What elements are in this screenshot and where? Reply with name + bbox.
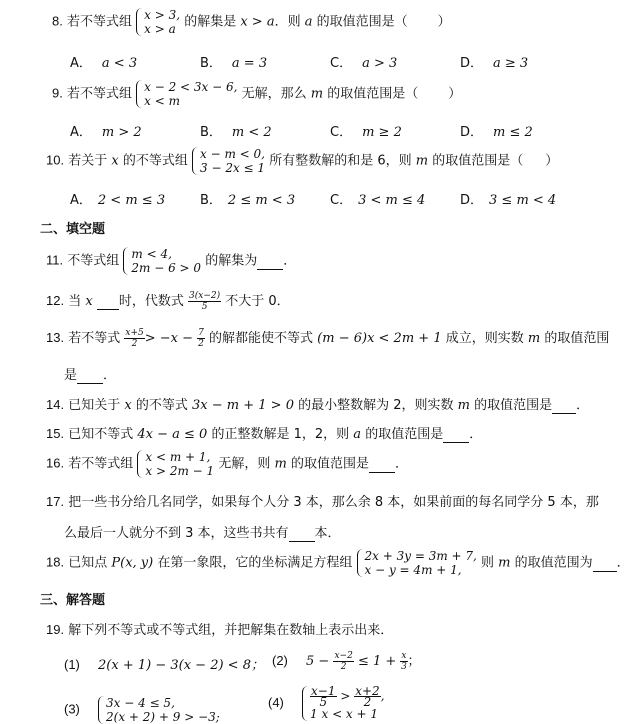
- math-expression: P(x, y): [111, 555, 154, 571]
- inequality-system: [136, 8, 180, 36]
- fraction: $\frac{x-2}{2}$: [334, 651, 353, 672]
- question-number: 16.: [46, 455, 65, 471]
- question-number: 8.: [52, 13, 63, 29]
- answer-blank[interactable]: [593, 556, 617, 572]
- fraction: $\frac{x-1}{5}$: [311, 684, 336, 709]
- system-row: x − y = 4m + 1,: [364, 563, 462, 577]
- question-text: 成立，则实数: [445, 331, 524, 346]
- inequality-system: [123, 247, 201, 275]
- system-row: x > a: [144, 22, 176, 36]
- question-text: 的解都能使不等式: [209, 331, 314, 346]
- inequality-system: [302, 686, 384, 721]
- question-text: 则: [481, 555, 495, 571]
- option-d[interactable]: D． m ≤ 2: [460, 125, 533, 140]
- answer-blank[interactable]: [443, 427, 469, 443]
- question-13: [46, 327, 609, 349]
- question-text: 在第一象限，它的坐标满足方程组: [157, 555, 353, 571]
- question-text: 的最小整数解为 2，则实数: [298, 398, 454, 413]
- question-16: [46, 450, 408, 478]
- math-variable: x: [111, 153, 119, 169]
- math-variable: m: [310, 86, 324, 102]
- system-row: 2m − 6 > 0: [131, 261, 202, 275]
- question-19: [46, 619, 393, 638]
- question-number: 18.: [46, 554, 65, 570]
- question-text: 么最后一人就分不到 3 本，这些书共有: [64, 526, 289, 541]
- fraction: $\frac{x+2}{2}$: [355, 684, 380, 709]
- punctuation: ．: [103, 368, 117, 383]
- question-text: 的取值范围是（: [432, 153, 524, 169]
- question-text: ．则: [274, 14, 301, 30]
- option-a[interactable]: A． m > 2: [70, 125, 142, 140]
- system-row: x < m + 1,: [145, 450, 211, 464]
- math-variable: m: [415, 153, 429, 169]
- punctuation: ．: [283, 253, 297, 269]
- answer-blank[interactable]: [97, 294, 119, 310]
- inequality-system: [136, 80, 237, 108]
- question-13-line-2: [64, 364, 116, 384]
- question-number: 11.: [46, 252, 64, 268]
- fraction: $\frac{3(x-2)}{5}$: [189, 291, 221, 312]
- question-text: 的取值范围是（: [316, 14, 408, 30]
- system-row: 2(x + 2) + 9 > −3;: [106, 710, 220, 724]
- fraction: $\frac{7}{2}$: [198, 328, 204, 349]
- question-8: [52, 8, 451, 36]
- question-text: 的取值范围是: [474, 398, 553, 413]
- option-c[interactable]: C． 3 < m ≤ 4: [330, 193, 426, 208]
- question-text: 时，代数式: [118, 294, 184, 309]
- question-text: 当: [68, 294, 82, 309]
- sub-question-1: [64, 654, 264, 673]
- question-text: 的正整数解是 1，2，则: [211, 427, 350, 442]
- option-b[interactable]: B． m < 2: [200, 125, 272, 140]
- math-variable: m: [274, 456, 287, 472]
- answer-paren: ）: [545, 153, 559, 169]
- math-variable: x: [85, 294, 93, 309]
- question-text: 的解集是: [184, 14, 237, 30]
- question-17-line-2: [64, 522, 341, 542]
- answer-paren: ）: [448, 86, 462, 102]
- system-row: x > 3,: [144, 8, 181, 22]
- sub-label: (1): [64, 657, 80, 672]
- question-text: 的取值范围: [544, 331, 610, 346]
- question-text: 本．: [314, 526, 341, 541]
- answer-blank[interactable]: [257, 254, 283, 270]
- question-number: 17.: [46, 494, 65, 509]
- math-expression: ≤ 1 +: [357, 654, 397, 669]
- question-17: [46, 491, 599, 510]
- punctuation: ；: [407, 654, 421, 669]
- question-number: 10.: [46, 152, 65, 168]
- question-15: [46, 423, 482, 443]
- system-row: 3 − 2x ≤ 1: [200, 161, 266, 175]
- answer-blank[interactable]: [289, 526, 315, 542]
- option-b[interactable]: B． a = 3: [200, 56, 268, 71]
- fraction: $\frac{x}{3}$: [401, 651, 407, 672]
- math-variable: m: [498, 555, 511, 571]
- question-text: 把一些书分给几名同学，如果每个人分 3 本，那么余 8 本，如果前面的每名同学分 5 本，那: [68, 495, 599, 510]
- sub-question-4: [268, 686, 385, 721]
- math-expression: 2(x + 1) − 3(x − 2) < 8；: [98, 658, 264, 673]
- section-heading-solve: 三、解答题: [40, 593, 106, 608]
- question-text: 若不等式组: [68, 456, 134, 472]
- sub-label: (3): [64, 701, 80, 717]
- math-expression: > −x −: [144, 331, 193, 346]
- system-row: 2x + 3y = 3m + 7,: [364, 549, 477, 563]
- question-text: 无解，则: [218, 456, 271, 472]
- option-d[interactable]: D． 3 ≤ m < 4: [460, 193, 557, 208]
- answer-blank[interactable]: [77, 368, 103, 384]
- question-text: 若不等式: [68, 331, 121, 346]
- sub-label: (2): [272, 653, 288, 668]
- answer-paren: ）: [437, 14, 451, 30]
- answer-blank[interactable]: [552, 398, 576, 414]
- option-c[interactable]: C． a > 3: [330, 56, 398, 71]
- math-expression: x > a: [240, 14, 275, 30]
- math-expression: 3x − m + 1 > 0: [192, 398, 294, 413]
- question-number: 19.: [46, 622, 65, 637]
- math-expression: 4x − a ≤ 0: [137, 427, 208, 442]
- math-expression: >: [340, 689, 351, 703]
- math-variable: x: [124, 398, 132, 413]
- question-text: 是: [64, 368, 78, 383]
- fraction: $\frac{x+5}{2}$: [125, 328, 144, 349]
- option-a[interactable]: A． 2 < m ≤ 3: [70, 193, 166, 208]
- question-12: [46, 290, 290, 312]
- option-a[interactable]: A． a < 3: [70, 56, 138, 71]
- option-d[interactable]: D． a ≥ 3: [460, 56, 529, 71]
- system-row: x − m < 0,: [200, 147, 265, 161]
- question-text: 已知点: [68, 555, 108, 571]
- math-variable: m: [527, 331, 541, 346]
- question-text: 无解，那么: [241, 86, 307, 102]
- question-text: 解下列不等式或不等式组，并把解集在数轴上表示出来．: [68, 623, 394, 638]
- question-text: 所有整数解的和是 6，则: [269, 153, 412, 169]
- question-text: 的取值范围是（: [327, 86, 419, 102]
- question-14: [46, 394, 589, 414]
- question-text: 若不等式组: [66, 14, 132, 30]
- question-text: 的不等式组: [122, 153, 188, 169]
- question-11: [46, 247, 296, 275]
- equation-system: [357, 549, 477, 577]
- punctuation: ,: [380, 689, 385, 703]
- system-row: 1 x < x + 1: [310, 707, 379, 721]
- question-number: 12.: [46, 293, 65, 308]
- question-10: [46, 147, 558, 175]
- question-text: 已知关于: [68, 398, 121, 413]
- inequality-system: [137, 450, 214, 478]
- math-variable: a: [353, 427, 362, 442]
- punctuation: ．: [394, 456, 408, 472]
- question-text: 的取值范围是: [365, 427, 444, 442]
- section-heading-fill-in: 二、填空题: [40, 222, 106, 237]
- math-expression: 5 −: [306, 654, 330, 669]
- question-9: [52, 80, 461, 108]
- math-variable: m: [457, 398, 470, 413]
- system-row: x > 2m − 1: [145, 464, 215, 478]
- question-text: 的解集为: [205, 253, 258, 269]
- sub-question-2: [272, 650, 421, 672]
- question-text: 不等式组: [67, 253, 120, 269]
- question-number: 9.: [52, 85, 63, 101]
- question-text: 已知不等式: [68, 427, 134, 442]
- inequality-system: [192, 147, 265, 175]
- question-text: 若关于: [68, 153, 108, 169]
- punctuation: ．: [616, 555, 630, 571]
- system-row: x < m: [144, 94, 180, 108]
- question-text: 的取值范围是: [290, 456, 369, 472]
- sub-label: (4): [268, 695, 284, 710]
- system-row: x − 2 < 3x − 6,: [144, 80, 238, 94]
- question-18: [46, 549, 630, 577]
- question-text: 若不等式组: [66, 86, 132, 102]
- question-number: 15.: [46, 426, 65, 441]
- question-text: 不大于 0．: [225, 294, 290, 309]
- answer-blank[interactable]: [369, 457, 395, 473]
- punctuation: ．: [576, 398, 590, 413]
- math-expression: (m − 6)x < 2m + 1: [317, 331, 442, 346]
- question-number: 14.: [46, 397, 65, 412]
- system-row: 3x − 4 ≤ 5,: [106, 696, 175, 710]
- punctuation: ．: [469, 427, 483, 442]
- option-c[interactable]: C． m ≥ 2: [330, 125, 402, 140]
- question-text: 的不等式: [135, 398, 188, 413]
- question-text: 的取值范围为: [514, 555, 593, 571]
- system-row: m < 4,: [131, 247, 172, 261]
- question-number: 13.: [46, 330, 65, 345]
- math-variable: a: [304, 14, 313, 30]
- option-b[interactable]: B． 2 ≤ m < 3: [200, 193, 296, 208]
